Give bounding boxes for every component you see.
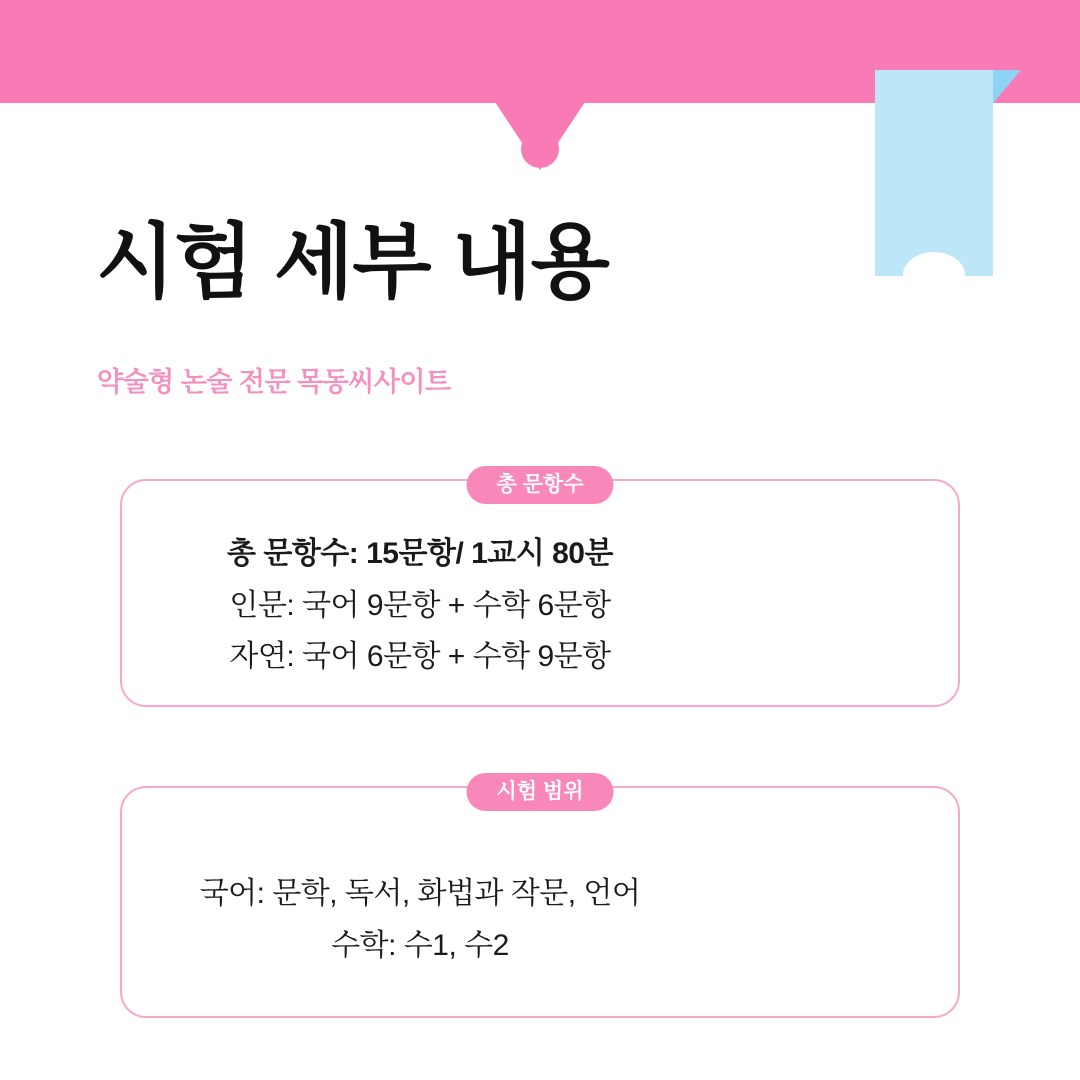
bookmark-ribbon: [875, 70, 993, 276]
card-line: 국어: 문학, 독서, 화법과 작문, 언어: [199, 877, 641, 910]
bookmark-ribbon-fold: [993, 70, 1021, 103]
card-line: 인문: 국어 9문항 + 수학 6문항: [229, 588, 611, 622]
card-line: 총 문항수: 15문항/ 1교시 80분: [227, 537, 613, 570]
card-tab-exam-scope: 시험 범위: [467, 773, 614, 811]
card-tab-total-questions: 총 문항수: [467, 466, 614, 504]
card-body-total-questions: [0, 528, 840, 683]
bookmark-ribbon-notch: [903, 252, 965, 298]
card-body-exam-scope: [0, 868, 840, 971]
card-line: 수학: 수1, 수2: [331, 928, 509, 962]
card-line: 자연: 국어 6문항 + 수학 9문항: [229, 640, 611, 674]
band-tail-round-shape: [521, 130, 559, 168]
page-subtitle: 약술형 논술 전문 목동씨사이트: [97, 367, 451, 397]
page-title: 시험 세부 내용: [96, 217, 609, 308]
